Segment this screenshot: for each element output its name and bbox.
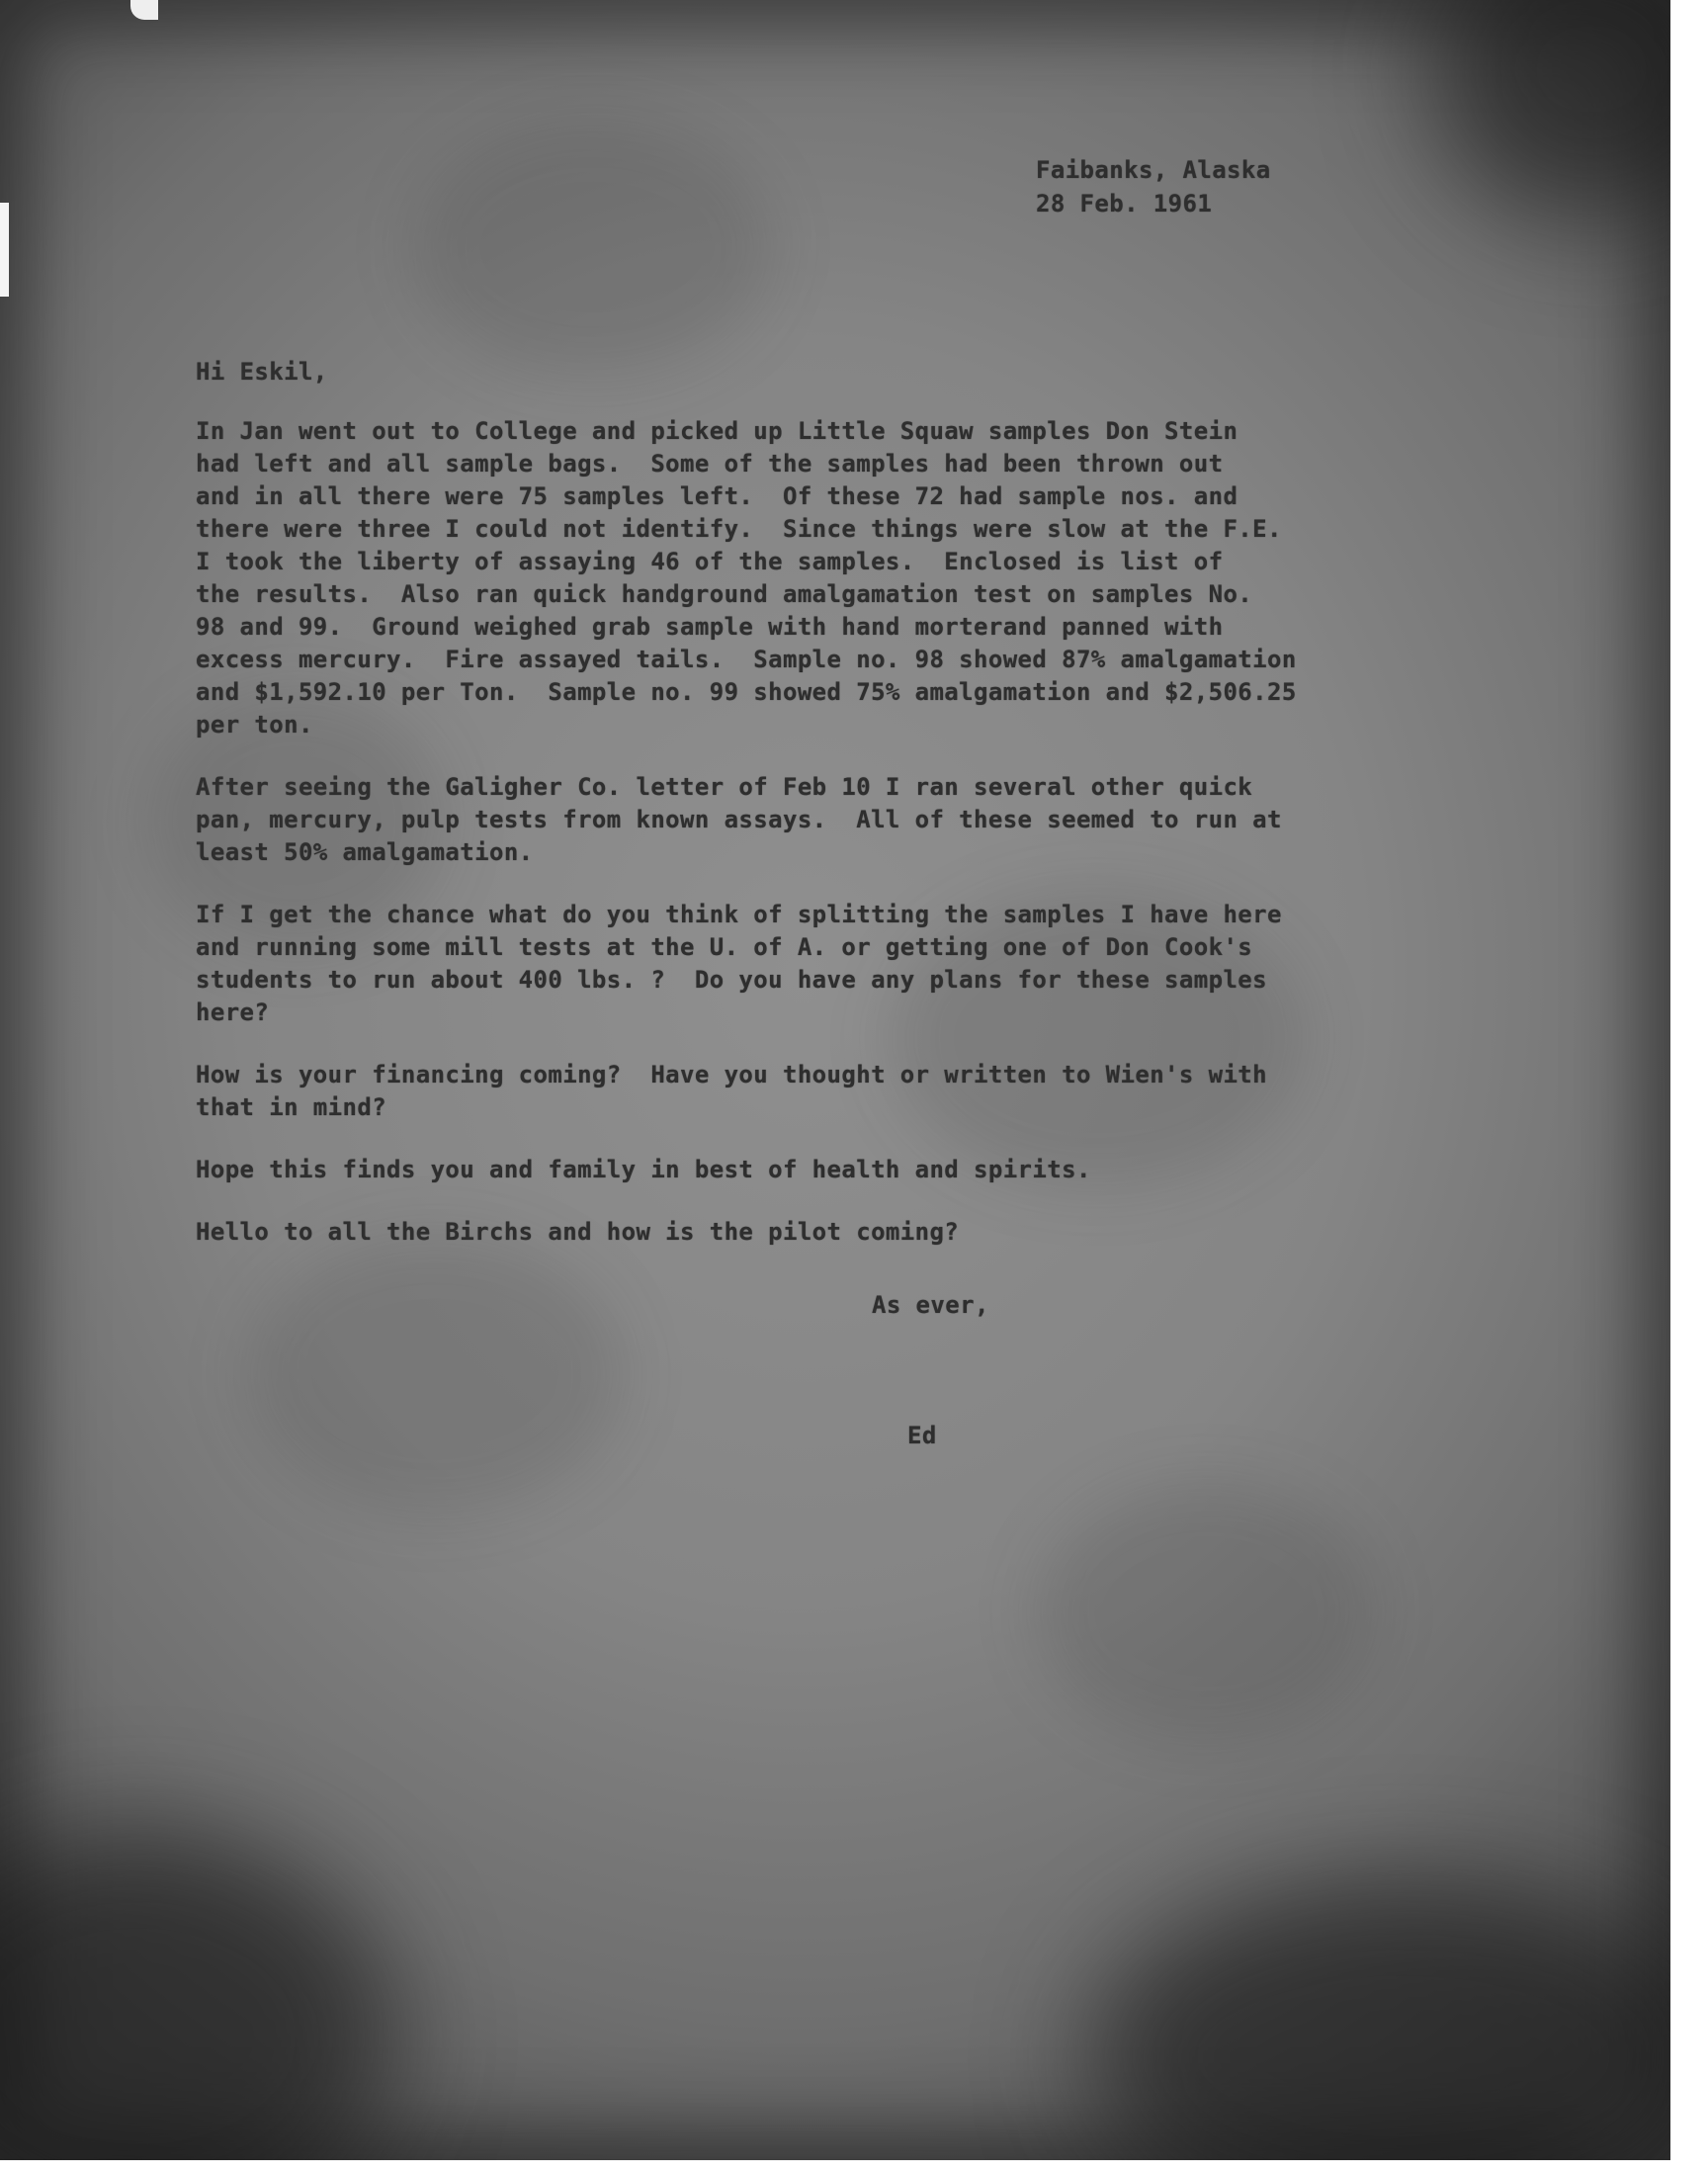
body-line: here? xyxy=(196,999,270,1026)
body-line: How is your financing coming? Have you thought or written to Wien's with xyxy=(196,1061,1267,1088)
paragraph-samples xyxy=(196,415,1481,741)
dateline xyxy=(1036,153,1271,220)
body-line: If I get the chance what do you think of splitting the samples I have here xyxy=(196,901,1282,928)
body-line: least 50% amalgamation. xyxy=(196,838,534,866)
stain-mark xyxy=(1038,1483,1374,1740)
closing: As ever, xyxy=(872,1291,989,1319)
body-line: and $1,592.10 per Ton. Sample no. 99 showed 75% amalgamation and $2,506.25 xyxy=(196,678,1297,706)
salutation: Hi Eskil, xyxy=(196,358,328,386)
paragraph-financing xyxy=(196,1059,1481,1124)
dark-corner-stain xyxy=(0,1829,395,2160)
body-line: had left and all sample bags. Some of the samples had been thrown out xyxy=(196,450,1224,478)
body-line: and running some mill tests at the U. of A. or getting one of Don Cook's xyxy=(196,933,1253,961)
body-line: 98 and 99. Ground weighed grab sample with hand morterand panned with xyxy=(196,613,1224,641)
paragraph-birchs xyxy=(196,1216,1481,1249)
dateline-place: Faibanks, Alaska xyxy=(1036,156,1271,184)
dark-corner-stain xyxy=(1087,1878,1670,2160)
paragraph-health xyxy=(196,1154,1481,1186)
body-line: students to run about 400 lbs. ? Do you have any plans for these samples xyxy=(196,966,1267,994)
paragraph-mill-tests xyxy=(196,899,1481,1029)
body-line: and in all there were 75 samples left. Of these 72 had sample nos. and xyxy=(196,482,1238,510)
body-line: pan, mercury, pulp tests from known assays. All of these seemed to run at xyxy=(196,806,1282,833)
body-line: In Jan went out to College and picked up Little Squaw samples Don Stein xyxy=(196,417,1238,445)
stain-mark xyxy=(415,119,771,376)
signature: Ed xyxy=(907,1422,937,1449)
body-line: Hello to all the Birchs and how is the pilot coming? xyxy=(196,1218,960,1246)
body-line: that in mind? xyxy=(196,1093,387,1121)
dateline-date: 28 Feb. 1961 xyxy=(1036,190,1213,218)
body-line: Hope this finds you and family in best of health and spirits. xyxy=(196,1156,1091,1183)
paragraph-galigher xyxy=(196,771,1481,869)
page-edge-tear xyxy=(0,203,9,297)
dark-corner-stain xyxy=(1433,0,1670,218)
body-line: After seeing the Galigher Co. letter of Feb 10 I ran several other quick xyxy=(196,773,1253,801)
body-line: there were three I could not identify. Since things were slow at the F.E. xyxy=(196,515,1282,543)
body-line: the results. Also ran quick handground amalgamation test on samples No. xyxy=(196,580,1253,608)
body-line: I took the liberty of assaying 46 of the samples. Enclosed is list of xyxy=(196,548,1224,575)
letter-body xyxy=(196,415,1481,1278)
body-line: excess mercury. Fire assayed tails. Sample no. 98 showed 87% amalgamation xyxy=(196,646,1297,673)
body-line: per ton. xyxy=(196,711,313,739)
